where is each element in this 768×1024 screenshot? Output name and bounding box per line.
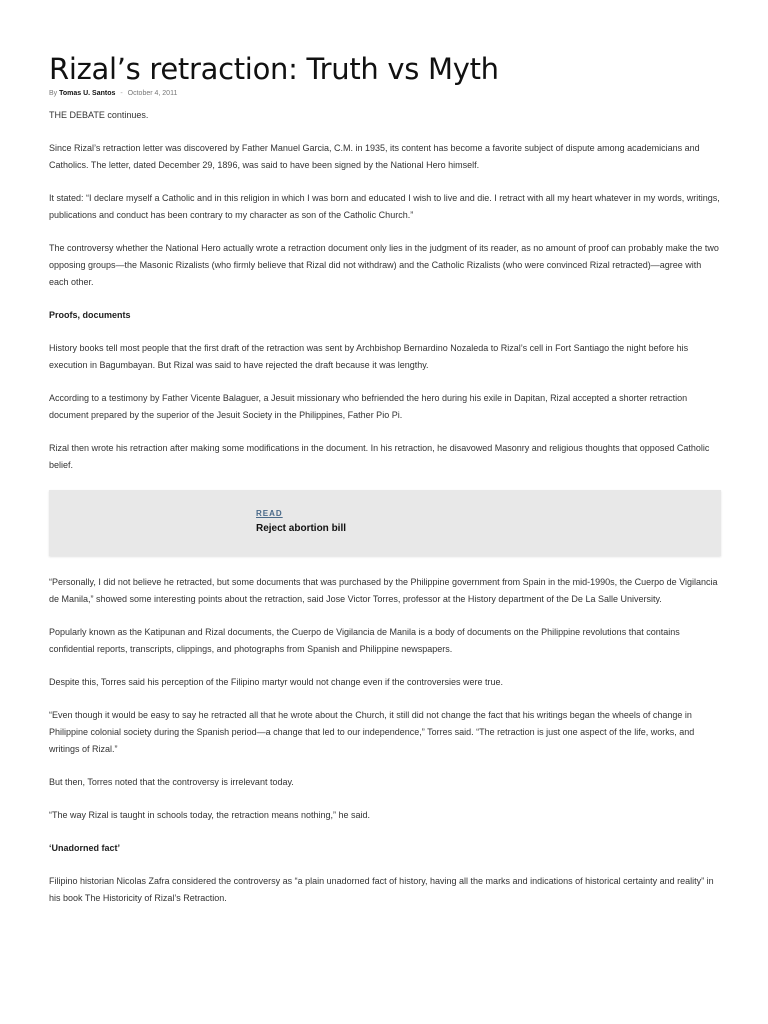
paragraph: It stated: “I declare myself a Catholic and in this religion in which I was born and educated I wish to live and die. I retract with all my heart whatever in my words, writings, publications and conduct has been contrary to my character as son of the Catholic Church.” — [49, 193, 720, 220]
paragraph: THE DEBATE continues. — [49, 110, 149, 120]
publish-date: October 4, 2011 — [127, 90, 178, 97]
article — [49, 50, 721, 923]
related-article-box[interactable] — [49, 490, 721, 556]
section-subhead: Proofs, documents — [49, 310, 131, 320]
paragraph: Despite this, Torres said his perception of the Filipino martyr would not change even if the controversies were true. — [49, 677, 504, 687]
read-label: READ — [256, 509, 283, 518]
paragraph: Rizal then wrote his retraction after making some modifications in the document. In his retraction, he disavowed Masonry and religious thoughts that opposed Catholic belief. — [49, 443, 710, 470]
paragraph: Since Rizal’s retraction letter was discovered by Father Manuel Garcia, C.M. in 1935, its content has become a favorite subject of dispute among academicians and Catholics. The letter, dated December 29, 1896, was said to have been signed by the National Hero himself. — [49, 143, 700, 170]
paragraph: But then, Torres noted that the controversy is irrelevant today. — [49, 777, 294, 787]
paragraph: Filipino historian Nicolas Zafra considered the controversy as “a plain unadorned fact of history, having all the marks and indications of historical certainty and reality” in his book The Historicity of Rizal’s Retraction. — [49, 876, 714, 903]
paragraph: “Personally, I did not believe he retracted, but some documents that was purchased by the Philippine government from Spain in the mid-1990s, the Cuerpo de Vigilancia de Manila,” showed some interesting points about the retraction, said Jose Victor Torres, professor at the History department of the De La Salle University. — [49, 577, 718, 604]
paragraph: “Even though it would be easy to say he retracted all that he wrote about the Church, it still did not change the fact that his writings began the wheels of change in Philippine colonial society during the Spanish period—a change that led to our independence,” Torres said. “The retraction is just one aspect of the life, works, and writings of Rizal.” — [49, 710, 695, 754]
author-link[interactable]: Tomas U. Santos — [59, 90, 116, 97]
paragraph: According to a testimony by Father Vicente Balaguer, a Jesuit missionary who befriended the hero during his exile in Dapitan, Rizal accepted a shorter retraction document prepared by the superior of the Jesuit Society in the Philippines, Father Pio Pi. — [49, 393, 688, 420]
paragraph: History books tell most people that the first draft of the retraction was sent by Archbishop Bernardino Nozaleda to Rizal’s cell in Fort Santiago the night before his execution in Bagumbayan. But Rizal was said to have rejected the draft because it was lengthy. — [49, 343, 689, 370]
paragraph: Popularly known as the Katipunan and Rizal documents, the Cuerpo de Vigilancia de Manila is a body of documents on the Philippine revolutions that contains confidential reports, transcripts, clippings, and photographs from Spanish and Philippine newspapers. — [49, 627, 680, 654]
article-title: Rizal’s retraction: Truth vs Myth — [49, 52, 499, 86]
section-subhead: ‘Unadorned fact’ — [49, 843, 121, 853]
byline — [49, 89, 721, 99]
article-body — [49, 107, 721, 907]
paragraph: The controversy whether the National Hero actually wrote a retraction document only lies in the judgment of its reader, as no amount of proof can probably make the two opposing groups—the Masonic Rizalists (who firmly believe that Rizal did not withdraw) and the Catholic Rizalists (who were convinced Rizal retracted)—agree with each other. — [49, 243, 719, 287]
byline-separator: - — [120, 90, 123, 97]
byline-prefix: By — [49, 90, 58, 97]
related-article-link[interactable]: Reject abortion bill — [256, 523, 347, 534]
paragraph: “The way Rizal is taught in schools today, the retraction means nothing,” he said. — [49, 810, 370, 820]
